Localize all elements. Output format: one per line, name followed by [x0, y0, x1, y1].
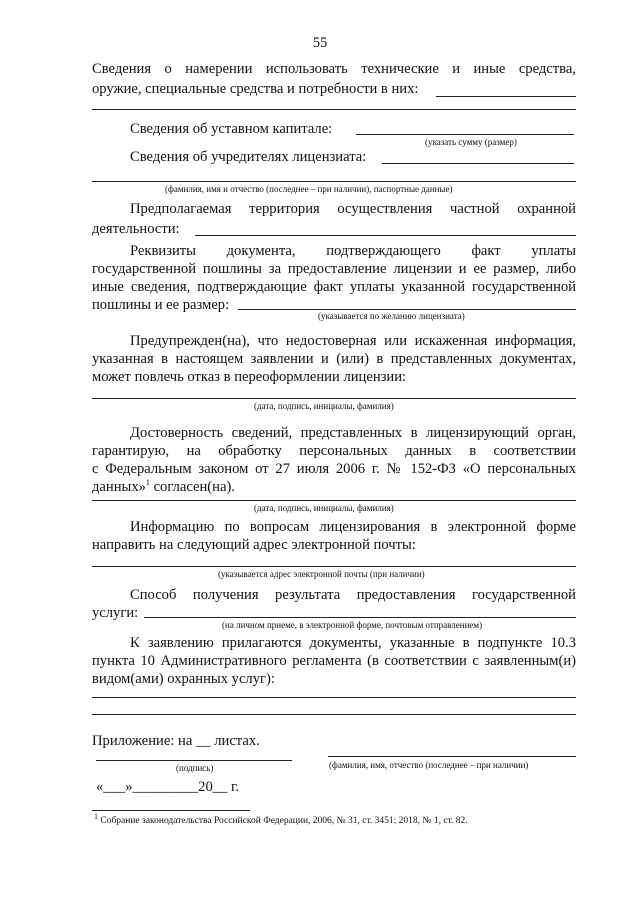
footnote-ref: 1: [145, 478, 150, 488]
technical-means-field[interactable]: [436, 96, 576, 97]
date-year-blank[interactable]: __: [212, 779, 228, 795]
footnote-separator: [92, 810, 250, 811]
attachment-prefix: Приложение: на: [92, 733, 193, 749]
consent-hint: (дата, подпись, инициалы, фамилия): [254, 503, 394, 513]
delivery-field[interactable]: [144, 617, 576, 618]
date-close-quote: »: [125, 779, 133, 795]
founders-field[interactable]: [382, 163, 574, 164]
docs-field-1[interactable]: [92, 697, 576, 698]
capital-hint: (указать сумму (размер): [425, 137, 517, 147]
email-hint: (указывается адрес электронной почты (при наличии): [218, 569, 425, 579]
email-line1: Информацию по вопросам лицензирования в электронной форме: [130, 519, 576, 535]
fee-field[interactable]: [238, 309, 576, 310]
attachment-sheets-blank[interactable]: __: [195, 733, 211, 749]
footnote-mark: 1: [94, 811, 98, 821]
consent-signature-field[interactable]: [92, 500, 576, 501]
date-month-blank[interactable]: _________: [132, 779, 199, 795]
delivery-hint: (на личном приеме, в электронной форме, почтовым отправлением): [222, 620, 483, 630]
date-day-blank[interactable]: ___: [103, 779, 126, 795]
signature-field[interactable]: [96, 760, 292, 761]
footnote: [94, 811, 468, 827]
date-open-quote: «: [96, 779, 104, 795]
footnote-text: Собрание законодательства Российской Федерации, 2006, № 31, ст. 3451; 2018, № 1, ст. 82.: [98, 816, 468, 826]
docs-line1: К заявлению прилагаются документы, указанные в подпункте 10.3: [130, 635, 576, 651]
full-name-field[interactable]: [328, 756, 576, 757]
fee-line1: Реквизиты документа, подтверждающего факт уплаты: [130, 243, 576, 259]
capital-field[interactable]: [356, 134, 574, 135]
attachment-suffix: листах.: [214, 733, 260, 749]
consent-line3: с Федеральным законом от 27 июля 2006 г. № 152-ФЗ «О персональных: [92, 461, 576, 477]
consent-line4-end: согласен(на).: [149, 479, 235, 495]
fee-line3: иные сведения, подтверждающие факт уплаты указанной государственной: [92, 279, 576, 295]
technical-means-line1: Сведения о намерении использовать технические и иные средства,: [92, 61, 576, 77]
technical-means-line2: оружие, специальные средства и потребности в них:: [92, 81, 419, 97]
email-line2: направить на следующий адрес электронной почты:: [92, 537, 416, 553]
consent-line4: [92, 478, 235, 496]
fee-line4: пошлины и ее размер:: [92, 297, 230, 313]
signature-hint: (подпись): [176, 763, 214, 773]
territory-line1: Предполагаемая территория осуществления частной охранной: [130, 201, 576, 217]
docs-line3: видом(ами) охранных услуг):: [92, 671, 275, 687]
warning-signature-field[interactable]: [92, 398, 576, 399]
date-year-prefix: 20: [198, 779, 213, 795]
consent-line4-start: данных»: [92, 479, 146, 495]
founders-field-2[interactable]: [92, 181, 576, 182]
full-name-hint: (фамилия, имя, отчество (последнее – при наличии): [329, 760, 529, 770]
email-field[interactable]: [92, 566, 576, 567]
territory-field[interactable]: [195, 235, 576, 236]
delivery-line1: Способ получения результата предоставления государственной: [130, 587, 576, 603]
fee-hint: (указывается по желанию лицензиата): [318, 311, 465, 321]
consent-line1: Достоверность сведений, представленных в лицензирующий орган,: [130, 425, 576, 441]
fee-line2: государственной пошлины за предоставление лицензии и ее размер, либо: [92, 261, 576, 277]
date-line: [96, 778, 239, 796]
docs-line2: пункта 10 Административного регламента (в соответствии с заявленным(и): [92, 653, 576, 669]
territory-line2: деятельности:: [92, 221, 180, 237]
capital-label: Сведения об уставном капитале:: [130, 121, 333, 137]
founders-hint: (фамилия, имя и отчество (последнее – при наличии), паспортные данные): [165, 184, 453, 194]
technical-means-field-2[interactable]: [92, 109, 576, 110]
warning-line3: может повлечь отказ в переоформлении лицензии:: [92, 369, 407, 385]
date-suffix: г.: [231, 779, 239, 795]
consent-line2: гарантирую, на обработку персональных данных в соответствии: [92, 443, 576, 459]
founders-label: Сведения об учредителях лицензиата:: [130, 149, 367, 165]
warning-line1: Предупрежден(на), что недостоверная или искаженная информация,: [130, 333, 576, 349]
warning-line2: указанная в настоящем заявлении и (или) в представленных документах,: [92, 351, 576, 367]
docs-field-2[interactable]: [92, 714, 576, 715]
page-number: 55: [312, 35, 328, 51]
delivery-line2: услуги:: [92, 605, 139, 621]
warning-hint: (дата, подпись, инициалы, фамилия): [254, 401, 394, 411]
attachment-line: [92, 732, 260, 750]
